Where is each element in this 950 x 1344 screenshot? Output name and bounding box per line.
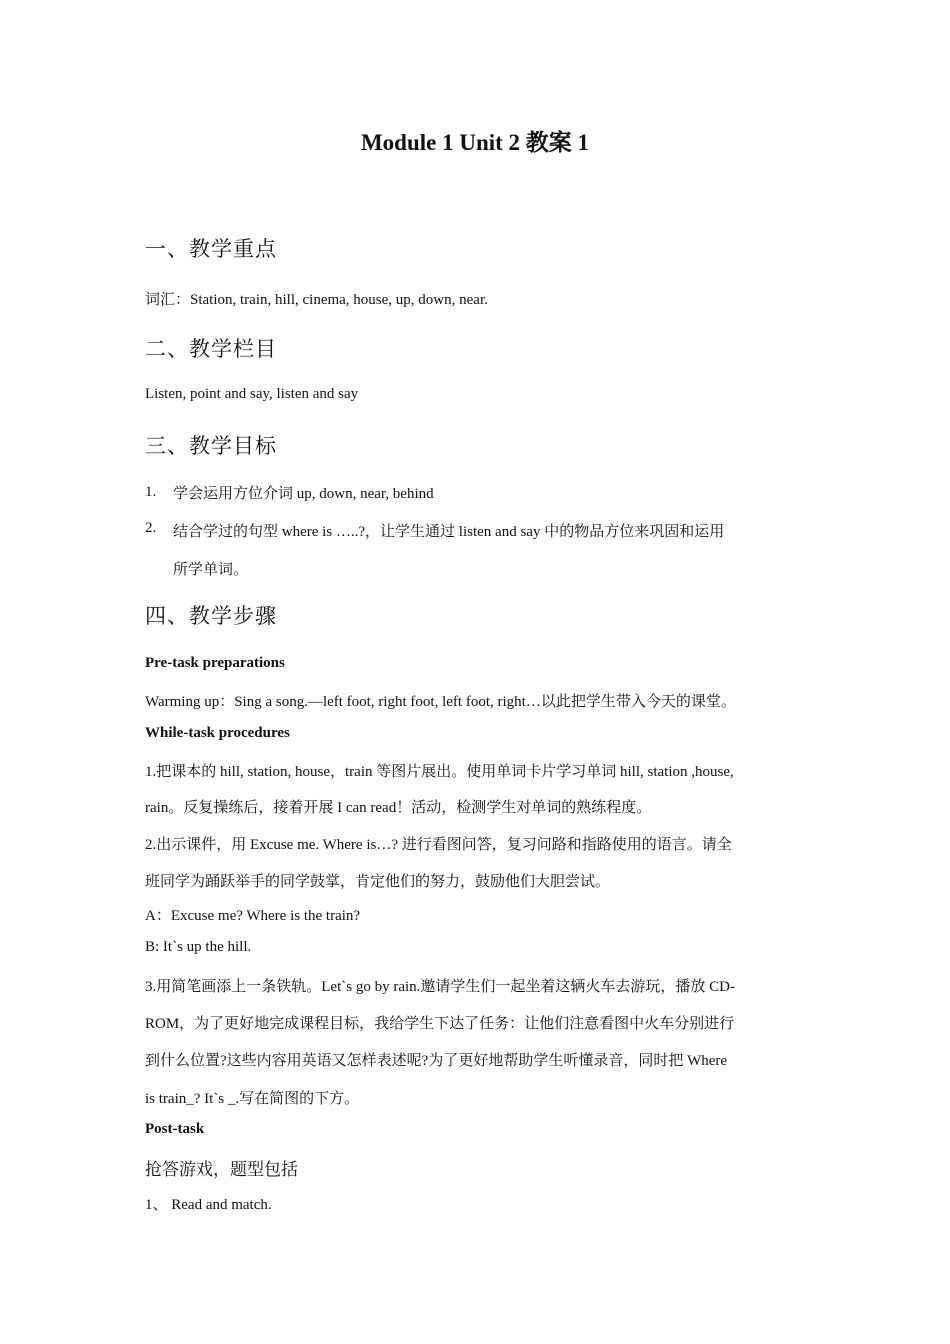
while-task-label: While-task procedures — [145, 725, 290, 741]
step-2-text: 2.出示课件，用 Excuse me. Where is…? 进行看图问答，复习问路和指路使用的语言。请全 — [145, 837, 732, 853]
vocabulary-text: 词汇：Station, train, hill, cinema, house, up, down, near. — [145, 292, 488, 308]
warming-up-text: Warming up：Sing a song.—left foot, right foot, left foot, right…以此把学生带入今天的课堂。 — [145, 694, 736, 710]
step-1-text: 1.把课本的 hill, station, house，train 等图片展出。使用单词卡片学习单词 hill, station ,house, — [145, 764, 734, 780]
dialog-line-a: A：Excuse me? Where is the train? — [145, 908, 361, 924]
game-intro-text: 抢答游戏，题型包括 — [145, 1160, 298, 1179]
step-1-text-continued: rain。反复操练后，接着开展 I can read！活动，检测学生对单词的熟练程度。 — [145, 800, 652, 816]
section-heading-focus: 一、教学重点 — [145, 237, 277, 261]
pre-task-label: Pre-task preparations — [145, 655, 285, 671]
objective-text-continued: 所学单词。 — [173, 562, 249, 578]
step-2-text-continued: 班同学为踊跃举手的同学鼓掌，肯定他们的努力，鼓励他们大胆尝试。 — [145, 874, 611, 890]
columns-text: Listen, point and say, listen and say — [145, 386, 359, 402]
step-3-text-continued: ROM，为了更好地完成课程目标，我给学生下达了任务：让他们注意看图中火车分别进行 — [145, 1016, 735, 1032]
section-heading-objectives: 三、教学目标 — [145, 434, 277, 458]
step-3-text-continued: is train_? It`s _.写在简图的下方。 — [145, 1091, 360, 1107]
section-heading-steps: 四、教学步骤 — [145, 604, 277, 628]
step-3-text-continued: 到什么位置?这些内容用英语又怎样表述呢?为了更好地帮助学生听懂录音，同时把 Where — [145, 1053, 728, 1069]
section-heading-columns: 二、教学栏目 — [145, 337, 277, 361]
dialog-line-b: B: It`s up the hill. — [145, 939, 252, 955]
page-title: Module 1 Unit 2 教案 1 — [360, 130, 590, 155]
objective-text: 学会运用方位介词 up, down, near, behind — [173, 486, 434, 502]
game-item-1: 1、 Read and match. — [145, 1197, 272, 1213]
objective-number: 1. — [145, 484, 157, 500]
objective-text: 结合学过的句型 where is …..?，让学生通过 listen and say 中的物品方位来巩固和运用 — [173, 524, 725, 540]
step-3-text: 3.用简笔画添上一条铁轨。Let`s go by rain.邀请学生们一起坐着这辆火车去游玩，播放 CD- — [145, 979, 735, 995]
objective-number: 2. — [145, 520, 157, 536]
post-task-label: Post-task — [145, 1121, 205, 1137]
